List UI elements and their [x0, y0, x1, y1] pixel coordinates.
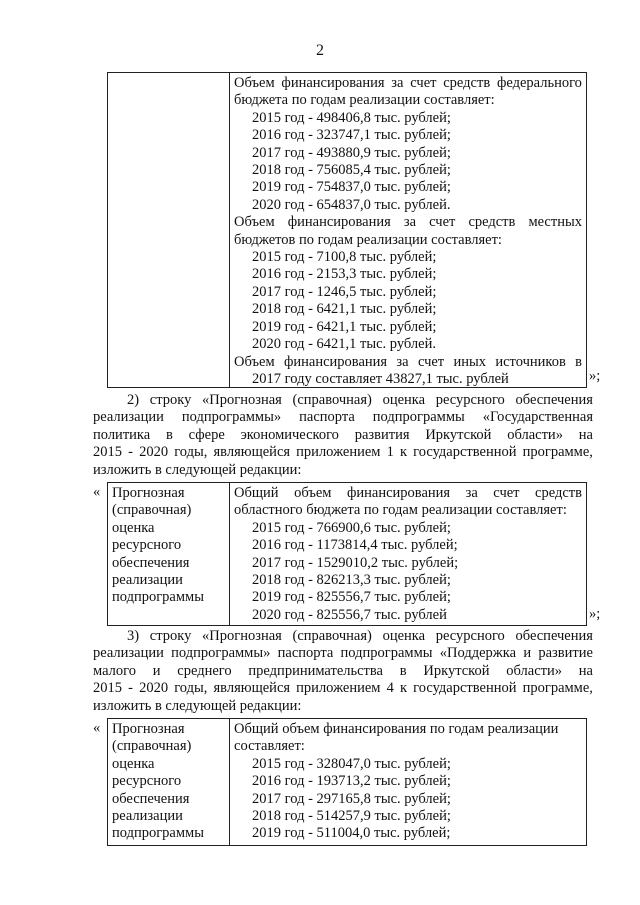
text-line — [93, 628, 593, 645]
word: на — [578, 662, 593, 679]
word: государственной — [413, 680, 517, 697]
word: 2017 год - 493880,9 тыс. рублей; — [252, 144, 451, 161]
word: в — [165, 426, 173, 443]
word: 2016 год - 2153,3 тыс. рублей; — [252, 266, 437, 283]
word: за — [391, 75, 404, 91]
page-number: 2 — [316, 42, 324, 59]
text-line — [234, 249, 582, 266]
text-line — [234, 555, 582, 572]
word: развития — [354, 426, 410, 443]
paragraph-item-2 — [93, 392, 593, 479]
word: средств — [535, 485, 582, 501]
word: - — [128, 444, 133, 461]
word: Объем — [234, 214, 275, 231]
word: счет — [429, 214, 456, 231]
word: 2019 год - 754837,0 тыс. рублей; — [252, 179, 451, 196]
text-line — [93, 663, 593, 680]
word: политика — [93, 426, 151, 443]
text-line — [234, 301, 582, 318]
text-line — [234, 756, 582, 773]
word: 4 — [386, 680, 394, 697]
word: Иркутской — [423, 662, 490, 679]
word: за — [403, 214, 417, 231]
text-line — [234, 721, 582, 738]
word: годы, — [174, 444, 208, 461]
text-line — [234, 179, 582, 196]
label-line: реализации — [112, 808, 183, 825]
word: финансирования — [283, 353, 388, 370]
word: за — [465, 485, 478, 501]
word: финансирования — [347, 485, 451, 501]
word: иных — [453, 353, 487, 370]
word: в — [575, 353, 582, 370]
word: подпрограммы» — [181, 409, 282, 426]
table-label-cell — [108, 483, 230, 625]
word: 2019 год - 825556,7 тыс. рублей; — [252, 589, 451, 606]
word: бюджетов по годам реализации составляет: — [234, 231, 502, 248]
word: приложением — [296, 444, 381, 461]
word: Объем — [234, 353, 275, 370]
word: 2018 год - 514257,9 тыс. рублей; — [252, 808, 451, 825]
text-line — [234, 319, 582, 336]
text-line — [234, 354, 582, 371]
word: и — [523, 645, 532, 662]
word: строку — [149, 392, 192, 408]
text-line — [234, 266, 582, 283]
word: 2015 — [93, 680, 122, 697]
word: области» — [506, 662, 562, 679]
text-line — [234, 284, 582, 301]
word: 2020 год - 6421,1 тыс. рублей. — [252, 336, 436, 353]
word: финансирования — [287, 214, 391, 231]
word: оценка — [382, 628, 426, 644]
text-line — [234, 110, 582, 127]
word: в — [399, 662, 407, 679]
word: подпрограммы — [372, 409, 465, 426]
word: оценка — [382, 392, 426, 408]
word: Общий объем финансирования по годам реализации — [234, 721, 559, 737]
text-line — [234, 92, 582, 109]
word: счет — [493, 485, 520, 501]
table-regional-funding — [107, 482, 587, 626]
word: 2015 год - 498406,8 тыс. рублей; — [252, 109, 451, 126]
word: реализации — [93, 409, 164, 426]
word: 2018 год - 6421,1 тыс. рублей; — [252, 301, 437, 318]
word: 2020 — [139, 680, 169, 697]
word: малого — [93, 662, 136, 679]
word: 2017 году составляет 43827,1 тыс. рублей — [252, 370, 509, 387]
text-line — [234, 197, 582, 214]
label-line: (справочная) — [112, 738, 192, 755]
word: «Государственная — [482, 409, 593, 426]
text-line — [234, 162, 582, 179]
text-line — [234, 520, 582, 537]
text-line — [93, 680, 593, 697]
word: являющейся — [213, 680, 291, 697]
text-line — [93, 409, 593, 426]
word: 2015 — [93, 444, 122, 461]
text-line — [234, 371, 582, 388]
word: областного бюджета по годам реализации составляет: — [234, 502, 567, 519]
word: 1 — [386, 444, 394, 461]
text-line — [234, 773, 582, 790]
word: являющейся — [213, 444, 291, 461]
table-small-business-funding — [107, 718, 587, 846]
word: 2018 год - 826213,3 тыс. рублей; — [252, 572, 451, 589]
word: обеспечения — [515, 628, 593, 644]
word: за — [396, 353, 409, 370]
word: к — [399, 444, 408, 461]
word: 2017 год - 1246,5 тыс. рублей; — [252, 283, 437, 300]
word: обеспечения — [515, 392, 593, 408]
text-line — [234, 145, 582, 162]
close-quote: »; — [589, 368, 601, 384]
word: экономического — [240, 426, 339, 443]
word: 3) — [127, 628, 140, 644]
text-line — [234, 232, 582, 249]
word: 2016 год - 193713,2 тыс. рублей; — [252, 773, 451, 790]
word: (справочная) — [292, 628, 372, 644]
table-label-cell — [108, 73, 230, 387]
word: изложить в следующей редакции: — [93, 697, 302, 714]
word: - — [128, 680, 133, 697]
table-label-cell — [108, 719, 230, 845]
label-line: оценка — [112, 519, 155, 536]
text-line — [234, 738, 582, 755]
word: развитие — [538, 645, 593, 662]
word: 2020 год - 654837,0 тыс. рублей. — [252, 196, 451, 213]
word: Общий — [234, 485, 279, 501]
word: государственной — [413, 444, 517, 461]
word: источников — [495, 353, 566, 370]
text-line — [234, 825, 582, 842]
word: (справочная) — [292, 392, 372, 408]
word: приложением — [296, 680, 381, 697]
word: «Прогнозная — [202, 392, 282, 408]
word: федерального — [496, 75, 582, 91]
word: Объем — [234, 75, 275, 91]
text-line — [234, 75, 582, 92]
word: к — [399, 680, 408, 697]
word: программе, — [522, 680, 593, 697]
label-line: Прогнозная — [112, 721, 185, 737]
text-line — [93, 392, 593, 409]
word: подпрограммы — [340, 645, 433, 662]
close-quote: »; — [589, 606, 601, 622]
label-line: реализации — [112, 572, 183, 589]
word: объем — [294, 485, 332, 501]
word: 2015 год - 7100,8 тыс. рублей; — [252, 249, 437, 266]
word: 2017 год - 1529010,2 тыс. рублей; — [252, 554, 459, 571]
word: 2016 год - 323747,1 тыс. рублей; — [252, 127, 451, 144]
text-line — [234, 791, 582, 808]
text-line — [234, 537, 582, 554]
word: 2) — [127, 392, 140, 408]
word: 2015 год - 328047,0 тыс. рублей; — [252, 755, 451, 772]
word: 2016 год - 1173814,4 тыс. рублей; — [252, 537, 458, 554]
word: реализации — [93, 645, 164, 662]
word: Иркутской — [425, 426, 492, 443]
word: области» — [507, 426, 563, 443]
text-line — [93, 698, 593, 715]
word: ресурсного — [435, 628, 505, 644]
word: 2020 — [139, 444, 169, 461]
label-line: ресурсного — [112, 773, 182, 790]
text-line — [93, 444, 593, 461]
table-content-cell — [230, 483, 586, 625]
word: изложить в следующей редакции: — [93, 461, 302, 478]
word: 2018 год - 756085,4 тыс. рублей; — [252, 162, 451, 179]
word: местных — [528, 214, 582, 231]
word: «Поддержка — [439, 645, 517, 662]
word: паспорта — [299, 409, 355, 426]
word: подпрограммы» — [171, 645, 271, 662]
text-line — [234, 607, 582, 624]
word: средств — [443, 75, 491, 91]
word: 2019 год - 511004,0 тыс. рублей; — [252, 825, 451, 842]
text-line — [234, 502, 582, 519]
text-line — [234, 336, 582, 353]
label-line: подпрограммы — [112, 589, 204, 606]
text-line — [234, 589, 582, 606]
word: паспорта — [277, 645, 334, 662]
word: строку — [149, 628, 192, 644]
word: предпринимательства — [248, 662, 383, 679]
table-content-cell — [230, 719, 586, 845]
text-line — [93, 645, 593, 662]
paragraph-item-3 — [93, 628, 593, 715]
word: программе, — [522, 444, 593, 461]
word: на — [578, 426, 593, 443]
text-line — [93, 462, 593, 479]
label-line: ресурсного — [112, 537, 182, 554]
open-quote: « — [93, 720, 101, 736]
word: и — [152, 662, 161, 679]
word: среднего — [177, 662, 232, 679]
table-content-cell — [230, 73, 586, 387]
text-line — [234, 127, 582, 144]
word: средств — [468, 214, 516, 231]
word: годы, — [174, 680, 208, 697]
word: составляет: — [234, 738, 305, 755]
label-line: оценка — [112, 755, 155, 772]
label-line: подпрограммы — [112, 825, 204, 842]
text-line — [93, 427, 593, 444]
label-line: (справочная) — [112, 502, 192, 519]
text-line — [234, 214, 582, 231]
text-line — [234, 572, 582, 589]
table-federal-local-funding — [107, 72, 587, 388]
word: «Прогнозная — [202, 628, 282, 644]
label-line: Прогнозная — [112, 485, 185, 501]
text-line — [234, 485, 582, 502]
word: сфере — [188, 426, 225, 443]
word: 2017 год - 297165,8 тыс. рублей; — [252, 790, 451, 807]
text-line — [234, 808, 582, 825]
word: ресурсного — [435, 392, 505, 408]
word: финансирования — [281, 75, 385, 91]
open-quote: « — [93, 484, 101, 500]
word: 2020 год - 825556,7 тыс. рублей — [252, 606, 447, 623]
label-line: обеспечения — [112, 790, 190, 807]
word: счет — [410, 75, 437, 91]
label-line: обеспечения — [112, 554, 190, 571]
word: счет — [417, 353, 445, 370]
word: 2019 год - 6421,1 тыс. рублей; — [252, 318, 437, 335]
word: бюджета по годам реализации составляет: — [234, 92, 495, 109]
word: 2015 год - 766900,6 тыс. рублей; — [252, 519, 451, 536]
